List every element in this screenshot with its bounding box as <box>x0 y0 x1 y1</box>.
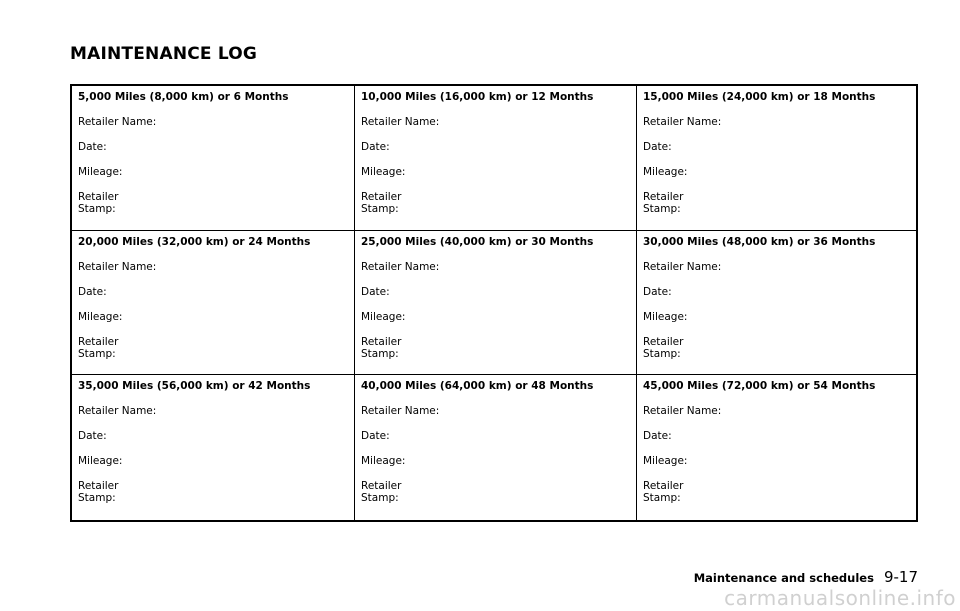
interval-heading: 40,000 Miles (64,000 km) or 48 Months <box>361 380 594 392</box>
retailer-stamp-field: Retailer Stamp: <box>643 480 684 504</box>
interval-heading: 5,000 Miles (8,000 km) or 6 Months <box>78 91 289 103</box>
date-field: Date: <box>643 430 672 442</box>
retailer-stamp-field: Retailer Stamp: <box>643 336 684 360</box>
date-field: Date: <box>78 430 107 442</box>
interval-heading: 10,000 Miles (16,000 km) or 12 Months <box>361 91 594 103</box>
retailer-name-field: Retailer Name: <box>643 261 722 273</box>
interval-heading: 35,000 Miles (56,000 km) or 42 Months <box>78 380 311 392</box>
date-field: Date: <box>361 286 390 298</box>
retailer-stamp-field: Retailer Stamp: <box>78 480 119 504</box>
maintenance-log-table <box>70 84 918 522</box>
retailer-stamp-field: Retailer Stamp: <box>78 191 119 215</box>
retailer-name-field: Retailer Name: <box>78 116 157 128</box>
retailer-name-field: Retailer Name: <box>361 116 440 128</box>
retailer-name-field: Retailer Name: <box>78 405 157 417</box>
retailer-stamp-field: Retailer Stamp: <box>78 336 119 360</box>
page-footer <box>694 568 918 586</box>
log-cell-10000 <box>355 86 637 231</box>
mileage-field: Mileage: <box>361 166 406 178</box>
date-field: Date: <box>78 141 107 153</box>
mileage-field: Mileage: <box>643 311 688 323</box>
date-field: Date: <box>643 141 672 153</box>
interval-heading: 25,000 Miles (40,000 km) or 30 Months <box>361 236 594 248</box>
date-field: Date: <box>361 141 390 153</box>
log-cell-25000 <box>355 231 637 375</box>
footer-section-title: Maintenance and schedules <box>693 571 874 585</box>
retailer-name-field: Retailer Name: <box>78 261 157 273</box>
mileage-field: Mileage: <box>78 455 123 467</box>
retailer-name-field: Retailer Name: <box>361 261 440 273</box>
retailer-name-field: Retailer Name: <box>643 116 722 128</box>
page-number: 9-17 <box>883 568 918 586</box>
retailer-stamp-field: Retailer Stamp: <box>361 480 402 504</box>
interval-heading: 15,000 Miles (24,000 km) or 18 Months <box>643 91 876 103</box>
mileage-field: Mileage: <box>643 455 688 467</box>
mileage-field: Mileage: <box>78 311 123 323</box>
log-cell-35000 <box>72 375 355 520</box>
interval-heading: 30,000 Miles (48,000 km) or 36 Months <box>643 236 876 248</box>
mileage-field: Mileage: <box>361 455 406 467</box>
mileage-field: Mileage: <box>361 311 406 323</box>
date-field: Date: <box>361 430 390 442</box>
log-cell-45000 <box>637 375 916 520</box>
retailer-stamp-field: Retailer Stamp: <box>643 191 684 215</box>
interval-heading: 20,000 Miles (32,000 km) or 24 Months <box>78 236 311 248</box>
date-field: Date: <box>78 286 107 298</box>
retailer-name-field: Retailer Name: <box>361 405 440 417</box>
log-cell-20000 <box>72 231 355 375</box>
retailer-stamp-field: Retailer Stamp: <box>361 191 402 215</box>
log-cell-30000 <box>637 231 916 375</box>
watermark: carmanualsonline.info <box>724 586 956 610</box>
log-cell-5000 <box>72 86 355 231</box>
interval-heading: 45,000 Miles (72,000 km) or 54 Months <box>643 380 876 392</box>
date-field: Date: <box>643 286 672 298</box>
retailer-stamp-field: Retailer Stamp: <box>361 336 402 360</box>
log-cell-15000 <box>637 86 916 231</box>
mileage-field: Mileage: <box>78 166 123 178</box>
page-title: MAINTENANCE LOG <box>70 44 258 64</box>
mileage-field: Mileage: <box>643 166 688 178</box>
retailer-name-field: Retailer Name: <box>643 405 722 417</box>
log-cell-40000 <box>355 375 637 520</box>
